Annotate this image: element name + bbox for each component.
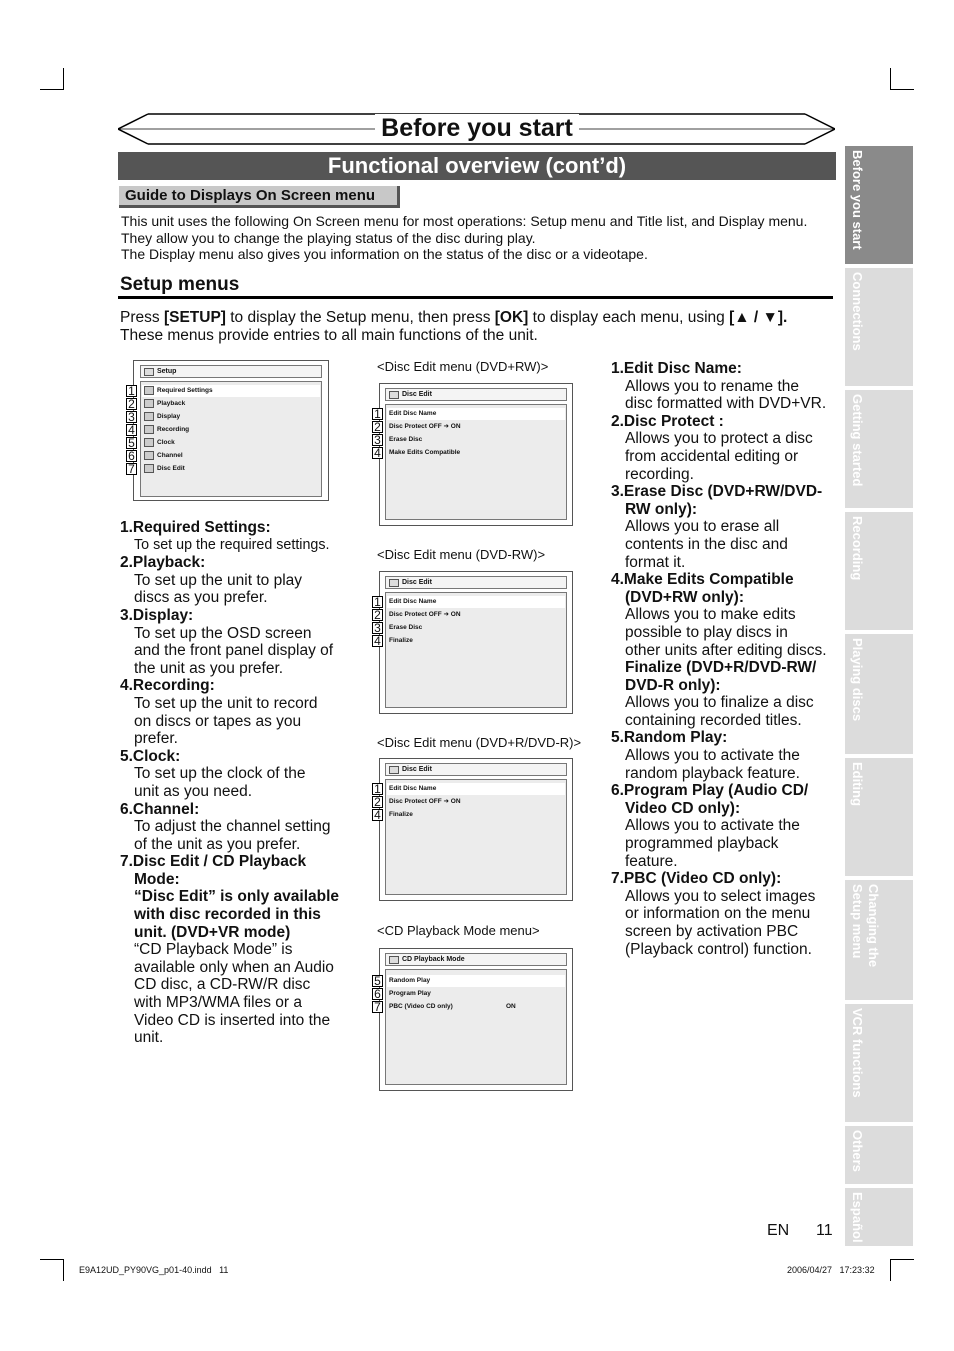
item-text: programmed playback — [625, 835, 779, 853]
pbc-value: ON — [506, 1003, 516, 1010]
item-heading: Finalize (DVD+R/DVD-RW/ — [625, 659, 817, 677]
page-title: Before you start — [0, 112, 954, 144]
menu-item-playback[interactable]: Playback — [142, 398, 320, 410]
side-tab-getting-started[interactable]: Getting started — [845, 390, 913, 508]
footer-timestamp: 2006/04/27 17:23:32 — [787, 1265, 875, 1275]
crop-mark — [63, 1259, 64, 1281]
menu-item-finalize[interactable]: Finalize — [389, 637, 413, 644]
item-text: To set up the unit to record — [134, 694, 318, 712]
callout-number: 1 — [372, 783, 383, 795]
disc-edit-icon — [389, 579, 399, 587]
item-text: Allows you to select images — [625, 887, 816, 905]
item-text: feature. — [625, 852, 678, 870]
item-text: containing recorded titles. — [625, 711, 802, 729]
screen-caption: <Disc Edit menu (DVD+R/DVD-R)> — [377, 735, 582, 750]
menu-item-edit-disc-name[interactable]: Edit Disc Name — [387, 596, 565, 608]
item-text: Allows you to activate the — [625, 747, 800, 765]
menu-item-pbc[interactable]: PBC (Video CD only) — [389, 1003, 453, 1010]
heading-rule — [118, 296, 833, 299]
item-text: (Playback control) function. — [625, 940, 812, 958]
item-heading: 1.Edit Disc Name: — [611, 360, 742, 377]
item-text: Allows you to protect a disc — [625, 430, 813, 448]
item-text: random playback feature. — [625, 764, 800, 782]
left-description-column — [120, 519, 352, 1047]
item-heading: 3.Display: — [120, 606, 194, 624]
callout-number: 2 — [372, 796, 383, 808]
setup-heading: Setup menus — [120, 274, 240, 295]
display-icon — [144, 412, 154, 421]
side-tab-espanol[interactable]: Español — [845, 1188, 913, 1246]
item-text: screen by activation PBC — [625, 923, 799, 940]
settings-icon — [144, 386, 154, 395]
menu-item-erase-disc[interactable]: Erase Disc — [389, 436, 423, 443]
channel-icon — [144, 451, 154, 460]
item-text: from accidental editing or — [625, 447, 799, 465]
item-text: To set up the unit to play — [134, 571, 303, 589]
item-text: CD disc, a CD-RW/R disc — [134, 976, 311, 994]
press-instruction: Press [SETUP] to display the Setup menu, then press [OK] to display each menu, using [▲ / ▼]. These menus provide entries to all main functions of the unit. — [120, 309, 788, 344]
crop-mark — [890, 1259, 891, 1281]
callout-number: 4 — [126, 424, 137, 436]
item-text: To adjust the channel setting — [134, 818, 331, 836]
crop-mark — [63, 68, 64, 90]
callout-number: 4 — [372, 447, 383, 459]
item-text: discs as you prefer. — [134, 589, 268, 607]
menu-item-edit-disc-name[interactable]: Edit Disc Name — [387, 408, 565, 420]
callout-number: 5 — [126, 437, 137, 449]
item-heading: 6.Program Play (Audio CD/ — [611, 782, 809, 800]
setup-menu-screen — [133, 360, 329, 501]
menu-item-erase-disc[interactable]: Erase Disc — [389, 624, 423, 631]
menu-item-program-play[interactable]: Program Play — [389, 990, 431, 997]
section-title: Functional overview (cont’d) — [118, 152, 836, 180]
setup-icon — [144, 368, 154, 376]
item-heading: (DVD+RW only): — [625, 588, 744, 606]
item-text: Allows you to erase all — [625, 518, 780, 536]
item-heading: 6.Channel: — [120, 800, 200, 818]
side-tab-recording[interactable]: Recording — [845, 512, 913, 630]
screen-caption: <Disc Edit menu (DVD-RW)> — [377, 547, 546, 562]
osd-header: Disc Edit — [385, 388, 567, 401]
menu-item-disc-protect[interactable]: Disc Protect OFF ➜ ON — [389, 798, 461, 805]
play-icon — [144, 399, 154, 408]
right-description-column — [611, 360, 839, 958]
item-text: recording. — [625, 465, 694, 483]
item-heading: 5.Clock: — [120, 747, 181, 765]
crop-mark — [890, 1259, 914, 1260]
item-text: “CD Playback Mode” is — [134, 941, 293, 959]
menu-item-display[interactable]: Display — [142, 411, 320, 423]
disc-edit-screen-dvdrw-plus — [379, 383, 573, 526]
menu-item-recording[interactable]: Recording — [142, 424, 320, 436]
item-text: To set up the required settings. — [134, 536, 330, 553]
menu-item-disc-protect[interactable]: Disc Protect OFF ➜ ON — [389, 611, 461, 618]
callout-number: 3 — [372, 434, 383, 446]
menu-item-channel[interactable]: Channel — [142, 450, 320, 462]
item-heading: 4.Make Edits Compatible — [611, 571, 794, 589]
menu-item-clock[interactable]: Clock — [142, 437, 320, 449]
page-number: 11 — [816, 1222, 833, 1239]
intro-paragraph — [121, 213, 836, 263]
item-text: To set up the OSD screen — [134, 624, 312, 642]
item-note: with disc recorded in this — [134, 906, 321, 924]
callout-number: 2 — [126, 398, 137, 410]
item-text: other units after editing discs. — [625, 641, 827, 659]
menu-item-random-play[interactable]: Random Play — [387, 975, 565, 987]
crop-mark — [890, 68, 891, 90]
item-heading: DVD-R only): — [625, 676, 721, 694]
screen-caption: <CD Playback Mode menu> — [377, 923, 540, 938]
disc-edit-icon — [389, 391, 399, 399]
footer-file-info: E9A12UD_PY90VG_p01-40.indd 11 — [79, 1265, 229, 1275]
item-note: unit. (DVD+VR mode) — [134, 923, 291, 941]
cd-icon — [389, 956, 399, 964]
callout-number: 2 — [372, 609, 383, 621]
callout-number: 2 — [372, 421, 383, 433]
crop-mark — [890, 89, 914, 90]
item-text: unit as you need. — [134, 782, 253, 800]
item-heading: 4.Recording: — [120, 677, 215, 695]
item-text: available only when an Audio — [134, 958, 334, 976]
item-heading: Mode: — [134, 870, 180, 888]
osd-header: Setup — [140, 365, 322, 378]
item-text: of the unit as you prefer. — [134, 835, 301, 853]
item-heading: 5.Random Play: — [611, 729, 728, 747]
item-heading: RW only): — [625, 500, 698, 518]
item-text: Allows you to rename the — [625, 377, 800, 395]
page-language: EN — [767, 1222, 790, 1239]
item-text: the unit as you prefer. — [134, 659, 284, 677]
callout-number: 6 — [126, 450, 137, 462]
callout-number: 1 — [372, 596, 383, 608]
disc-edit-screen-dvdr — [379, 758, 573, 901]
item-text: with MP3/WMA files or a — [134, 994, 302, 1012]
side-tab-before-you-start[interactable]: Before you start — [845, 146, 913, 264]
callout-number: 3 — [372, 622, 383, 634]
item-heading: 7.PBC (Video CD only): — [611, 870, 782, 888]
item-text: To set up the clock of the — [134, 765, 306, 783]
side-tab-changing-setup-menu[interactable]: Changing the Setup menu — [845, 880, 913, 1000]
intro-line: The Display menu also gives you information on the status of the disc or a videotape. — [121, 246, 648, 262]
item-heading: Video CD only): — [625, 799, 741, 817]
side-tab-playing-discs[interactable]: Playing discs — [845, 634, 913, 754]
callout-number: 3 — [126, 411, 137, 423]
item-heading: 1.Required Settings: — [120, 519, 271, 536]
callout-number: 7 — [372, 1001, 383, 1013]
item-text: or information on the menu — [625, 905, 811, 923]
cd-playback-mode-screen — [379, 948, 573, 1091]
callout-number: 7 — [126, 463, 137, 475]
item-text: format it. — [625, 553, 686, 571]
side-tab-connections[interactable]: Connections — [845, 268, 913, 386]
callout-number: 4 — [372, 809, 383, 821]
menu-item-required-settings[interactable]: Required Settings — [142, 385, 320, 397]
side-tab-editing[interactable]: Editing — [845, 758, 913, 876]
menu-item-disc-protect[interactable]: Disc Protect OFF ➜ ON — [389, 423, 461, 430]
item-text: on discs or tapes as you — [134, 712, 302, 730]
callout-number: 5 — [372, 975, 383, 987]
item-text: possible to play discs in — [625, 623, 788, 641]
osd-header: Disc Edit — [385, 576, 567, 589]
disc-edit-icon — [144, 464, 154, 473]
callout-number: 4 — [372, 635, 383, 647]
item-text: contents in the disc and — [625, 535, 788, 553]
clock-icon — [144, 438, 154, 447]
guide-label: Guide to Displays On Screen menu — [119, 186, 400, 208]
menu-item-edit-disc-name[interactable]: Edit Disc Name — [387, 783, 565, 795]
item-text: Allows you to make edits — [625, 606, 796, 624]
callout-number: 1 — [372, 408, 383, 420]
callout-number: 6 — [372, 988, 383, 1000]
crop-mark — [40, 89, 64, 90]
crop-mark — [40, 1259, 64, 1260]
item-text: Video CD is inserted into the — [134, 1011, 331, 1029]
intro-line: This unit uses the following On Screen menu for most operations: Setup menu and Title list, and Display menu. — [121, 213, 808, 229]
disc-edit-screen-dvdrw-minus — [379, 571, 573, 714]
osd-header: CD Playback Mode — [385, 953, 567, 966]
item-note: “Disc Edit” is only available — [134, 888, 340, 906]
item-text: and the front panel display of — [134, 642, 334, 660]
menu-item-disc-edit[interactable]: Disc Edit — [142, 463, 320, 475]
record-icon — [144, 425, 154, 434]
intro-line: They allow you to change the playing status of the disc during play. — [121, 229, 536, 246]
osd-header: Disc Edit — [385, 763, 567, 776]
screen-caption: <Disc Edit menu (DVD+RW)> — [377, 359, 549, 374]
item-text: Allows you to activate the — [625, 817, 800, 835]
item-text: disc formatted with DVD+VR. — [625, 395, 827, 413]
callout-number: 1 — [126, 385, 137, 397]
item-heading: 2.Disc Protect : — [611, 412, 724, 430]
item-heading: 3.Erase Disc (DVD+RW/DVD- — [611, 483, 823, 501]
item-text: Allows you to finalize a disc — [625, 694, 814, 712]
menu-item-finalize[interactable]: Finalize — [389, 811, 413, 818]
side-tab-others[interactable]: Others — [845, 1126, 913, 1184]
side-tab-vcr-functions[interactable]: VCR functions — [845, 1004, 913, 1122]
disc-edit-icon — [389, 766, 399, 774]
item-heading: 2.Playback: — [120, 554, 206, 572]
item-text: unit. — [134, 1029, 164, 1047]
item-heading: 7.Disc Edit / CD Playback — [120, 853, 307, 871]
menu-item-make-edits-compatible[interactable]: Make Edits Compatible — [389, 449, 461, 456]
item-text: prefer. — [134, 730, 178, 748]
